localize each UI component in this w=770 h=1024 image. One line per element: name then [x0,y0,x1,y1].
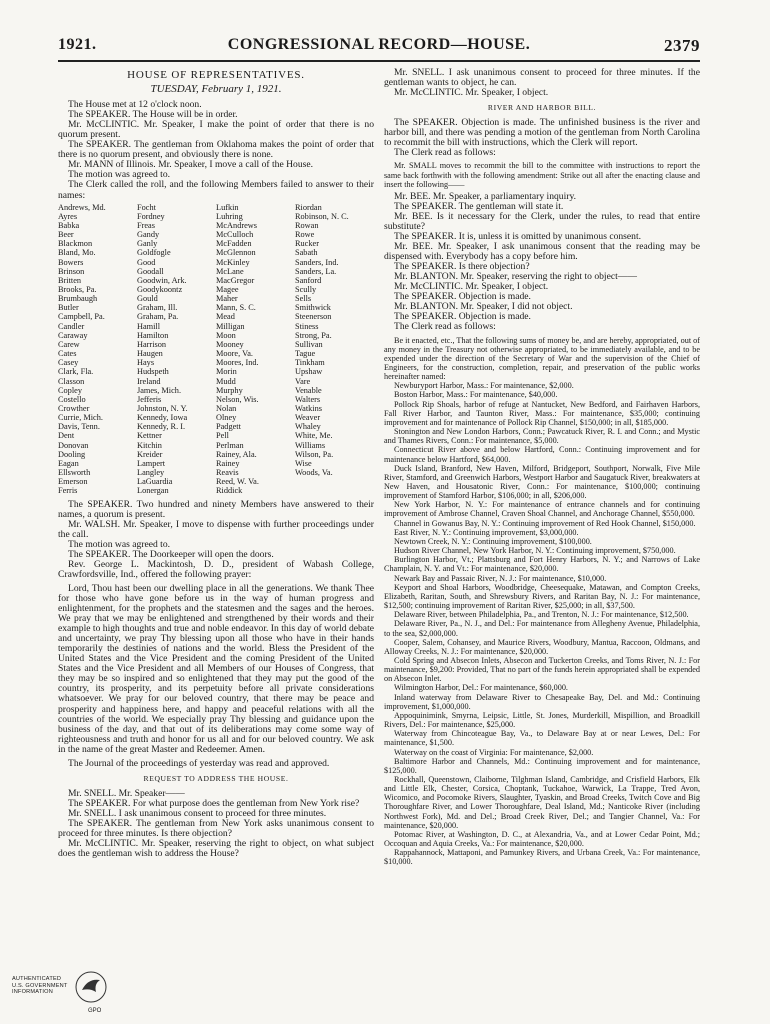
member-name: Rowe [295,230,315,240]
paragraph: The SPEAKER. Is there objection? [394,261,530,273]
member-name: Woods, Va. [295,468,333,478]
member-name: McAndrews [216,220,258,230]
member-name: Cates [58,349,77,359]
member-name: Goldfogle [137,248,171,258]
member-name: Sullivan [295,339,323,349]
member-name: Goodwin, Ark. [137,275,187,285]
member-name: Olney [216,413,237,423]
member-name: Stiness [295,321,319,331]
bill-item: Newburyport Harbor, Mass.: For maintenance, $2,000. [394,381,574,391]
paragraph: The Journal of the proceedings of yesterday was read and approved. [68,757,330,769]
bill-item: Pollock Rip Shoals, harbor of refuge at Nantucket, New Bedford, and Fairhaven Harbors, Fall River Harbor, and Taunton River, Mass.: For maintenance, $35,000; continuing improvement and for maintenance of Pollock Rip Channel, $150,000; in all, $185,000. [384,399,700,427]
member-name: Good [137,257,156,267]
member-name: Emerson [58,477,88,487]
bill-item: East River, N. Y.: Continuing improvement, $3,000,000. [394,527,579,537]
member-name: Ferris [58,486,78,496]
bill-item: Rappahannock, Mattaponi, and Pamunkey Rivers, and Urbana Creek, Va.: For maintenance, $10,000. [384,848,700,867]
member-name: Bland, Mo. [58,248,96,258]
member-name: Kitchin [137,440,162,450]
bill-item: Newtown Creek, N. Y.: Continuing improvement, $100,000. [394,536,592,546]
paragraph: Mr. McCLINTIC. Mr. Speaker, I object. [394,87,549,99]
member-name: Maher [216,294,238,304]
member-name: Harrison [137,339,167,349]
member-name: Sanford [295,275,322,285]
member-name: Gould [137,294,158,304]
member-name: Butler [58,303,79,313]
bill-item: New York Harbor, N. Y.: For maintenance of entrance channels and for continuing improvement of Ambrose Channel, Craven Shoal Channel, and Anchorage Channel, $550,000. [384,500,700,519]
member-name: Weaver [295,413,321,423]
after-roll-proceedings [58,500,374,769]
paragraph: The SPEAKER. The gentleman from Oklahoma makes the point of order that there is no quorum present, and obviously there is none. [58,139,374,161]
roll-column [295,203,374,496]
member-name: Sanders, La. [295,266,337,276]
paragraph: The SPEAKER. The Doorkeeper will open the doors. [68,548,274,560]
paragraph: Mr. SNELL. Mr. Speaker—— [68,787,185,799]
member-name: Sells [295,294,312,304]
member-name: Magee [216,284,239,294]
prayer-text: Lord, Thou hast been our dwelling place in all the generations. We thank Thee for those who have gone before us in the way of human progress and enlightenment, for the prophets and the statesmen and the sages and the heroes. We pray that we may be enlightened and strengthened by their words and their example to high thoughts and true and noble endeavor. In this day of world debate and uncertainty, we pray Thy blessing upon all those who have in their hands temporarily the destinies of nations and the world. Bless the President of the United States and the Vice President and the coming President of the United States and the Vice President and all Members of our Houses of Congress, that they may be so inspired and so enlightened that they may put the good of the country, its prosperity, and its perpetuity before all private considerations whatsoever. We pray for our beloved country, that there may be peace and prosperity and happiness here, and happy and peaceful relations with all the countries of the world. We especially pray Thy blessing and guidance upon the business of the day, and that out of its deliberations may come some way of righteousness and truth and honor for us all and for our beloved country. We ask in the name of the great Master and Redeemer. Amen. [58,582,374,755]
bill-item: Duck Island, Branford, New Haven, Milford, Bridgeport, Southport, Norwalk, Five Mile River, Stamford, and Greenwich Harbors, Westport Harbor and Saugatuck River, breakwaters at New Haven, and Housatonic River, Conn.: For maintenance, $100,000; continuing improvement of Stamford Harbor, $106,000; in all, $206,000. [384,463,700,501]
paragraph: Mr. WALSH. Mr. Speaker, I move to dispense with further proceedings under the call. [58,518,374,540]
member-name: Mann, S. C. [216,303,256,313]
member-name: Reavis [216,468,239,478]
paragraph: Mr. BEE. Is it necessary for the Clerk, under the rules, to read that entire substitute? [384,210,700,232]
member-name: Nelson, Wis. [216,394,259,404]
session-date: TUESDAY, February 1, 1921. [150,83,282,96]
member-name: Mead [216,312,235,322]
member-name: Classon [58,376,85,386]
bill-item: Stonington and New London Harbors, Conn.; Pawcatuck River, R. I. and Conn.; and Mystic and Thames Rivers, Conn.: For maintenance, $5,000. [384,427,700,446]
member-name: Hudspeth [137,367,169,377]
request-proceedings [58,789,374,859]
member-name: Freas [137,220,155,230]
paragraph: Rev. George L. Mackintosh, D. D., president of Wabash College, Crawfordsville, Ind., offered the following prayer: [58,558,374,580]
motion-text: Mr. SMALL moves to recommit the bill to the committee with instructions to report the same back forthwith with the following amendment: Strike out all after the enacting clause and insert the following—— [384,161,700,189]
member-name: Riddick [216,486,243,496]
paragraph: Mr. McCLINTIC. Mr. Speaker, reserving the right to object, on what subject does the gentleman wish to address the House? [58,838,374,860]
bill-item: Cooper, Salem, Cohansey, and Maurice Rivers, Woodbury, Mantua, Raccoon, Oldmans, and Alloway Creeks, N. J.: For maintenance, $20,000. [384,637,700,656]
member-name: Whaley [295,422,321,432]
member-name: Eagan [58,458,79,468]
roll-column [58,203,137,496]
bill-item: Cold Spring and Absecon Inlets, Absecon and Tuckerton Creeks, and Toms River, N. J.: For maintenance, $9,200: Provided, That no part of the funds herein appropriated shall be expended on Absecon Inlet. [384,655,700,684]
member-name: Perlman [216,440,244,450]
paragraph: Mr. McCLINTIC. Mr. Speaker, I make the point of order that there is no quorum present. [58,119,374,141]
member-name: Andrews, Md. [58,202,106,212]
bill-item: Delaware River, between Philadelphia, Pa., and Trenton, N. J.: For maintenance, $12,500. [394,610,689,620]
member-name: Kennedy, R. I. [137,422,186,432]
gpo-label: GPO [88,1008,102,1014]
member-name: Ellsworth [58,468,91,478]
paragraph: The Clerk read as follows: [394,147,496,159]
bill-item: Rockhall, Queenstown, Claiborne, Tilghman Island, Cambridge, and Crisfield Harbors, Elk and Little Elk, Chester, Corsica, Choptank, Tuckahoe, Warwick, La Trappe, Tred Avon, Wicomico, and Pocomoke Rivers, Slaughter, Tyaskin, and Broad Creeks, Twitch Cove and Big Thoroughfare River, and Lower Thoroughfare, Deal Island, Md.; Nanticoke River (including Northwest Fork), Md. and Del.; Broad Creek River, Del.; and Tangier Channel, Va.: For maintenance, $20,000. [384,775,700,830]
member-name: Britten [58,275,82,285]
paragraph: The Clerk read as follows: [394,321,496,333]
member-name: McGlennon [216,248,256,258]
member-name: Bowers [58,257,84,267]
member-name: LaGuardia [137,477,173,487]
member-name: Mudd [216,376,236,386]
member-name: Carew [58,339,80,349]
paragraph: The House met at 12 o'clock noon. [68,99,202,111]
member-name: Caraway [58,330,88,340]
member-name: Lampert [137,458,166,468]
member-name: Haugen [137,349,163,359]
bill-item: Connecticut River above and below Hartford, Conn.: Continuing improvement and for maintenance below Hartford, $64,000. [384,445,700,464]
member-name: Hays [137,358,155,368]
bill-item: Newark Bay and Passaic River, N. J.: For maintenance, $10,000. [394,573,607,583]
member-name: Brumbaugh [58,294,98,304]
member-name: Graham, Ill. [137,303,178,313]
member-name: Tague [295,349,316,359]
member-name: Currie, Mich. [58,413,103,423]
member-name: Candler [58,321,85,331]
member-name: McCulloch [216,230,254,240]
member-name: Sabath [295,248,318,258]
opening-proceedings [58,100,374,200]
bill-item: Baltimore Harbor and Channels, Md.: Continuing improvement and for maintenance, $125,000. [384,756,700,775]
paragraph: The motion was agreed to. [68,169,171,181]
member-name: Langley [137,468,165,478]
member-name: Goodykoontz [137,284,183,294]
member-name: Scully [295,284,317,294]
member-name: Robinson, N. C. [295,211,349,221]
section-heading: HOUSE OF REPRESENTATIVES. [127,69,305,81]
member-name: McFadden [216,239,252,249]
member-name: Moores, Ind. [216,358,259,368]
member-name: MacGregor [216,275,255,285]
member-name: Brinson [58,266,85,276]
eagle-seal-icon [74,970,108,1008]
member-name: Campbell, Pa. [58,312,105,322]
paragraph: The SPEAKER. The House will be in order. [68,109,238,121]
member-name: Vare [295,376,311,386]
bill-item: Channel in Gowanus Bay, N. Y.: Continuing improvement of Red Hook Channel, $150,000. [394,518,696,528]
member-name: Padgett [216,422,241,432]
member-name: Upshaw [295,367,323,377]
paragraph: Mr. BLANTON. Mr. Speaker, I did not object. [394,301,573,313]
bill-item: Waterway on the coast of Virginia: For maintenance, $2,000. [394,747,594,757]
member-name: Lufkin [216,202,239,212]
member-name: Rainey, Ala. [216,449,257,459]
member-name: Rucker [295,239,319,249]
header-year: 1921. [58,36,97,53]
seal-text: AUTHENTICATED U.S. GOVERNMENT INFORMATION [12,976,68,996]
member-name: Watkins [295,404,322,413]
member-name: Tinkham [295,358,325,368]
bill-item: Be it enacted, etc., That the following sums of money be, and are hereby, appropriated, out of any money in the Treasury not otherwise appropriated, to be immediately available, and to be expended under the direction of the Secretary of War and the supervision of the Chief of Engineers, for the construction, completion, repair, and preservation of the public works hereinafter named: [384,335,700,382]
bill-text [384,336,700,867]
member-name: Smithwick [295,303,331,313]
member-name: Donovan [58,440,89,450]
paragraph: The SPEAKER. It is, unless it is omitted by unanimous consent. [394,231,642,243]
member-name: Rainey [216,458,240,468]
member-name: Hamill [137,321,161,331]
member-name: Davis, Tenn. [58,422,100,432]
member-name: Jefferis [137,394,162,404]
roll-call-list [58,203,374,496]
member-name: Wise [295,458,312,468]
gpo-authentication-seal [12,970,112,1018]
subheading-river-harbor: RIVER AND HARBOR BILL. [487,103,597,113]
member-name: Ganly [137,239,158,249]
left-column [58,68,374,859]
member-name: Mooney [216,339,244,349]
paragraph: Mr. BEE. Mr. Speaker, I ask unanimous consent that the reading may be dispensed with. Everybody has a copy before him. [384,241,700,263]
member-name: Walters [295,394,321,404]
member-name: Goodall [137,266,164,276]
member-name: Brooks, Pa. [58,284,97,294]
member-name: Gandy [137,230,160,240]
member-name: Ireland [137,376,161,386]
bill-item: Boston Harbor, Mass.: For maintenance, $40,000. [394,390,558,400]
member-name: Morin [216,367,237,377]
member-name: Clark, Fla. [58,367,94,377]
member-name: McKinley [216,257,250,267]
member-name: Wilson, Pa. [295,449,334,459]
member-name: Rowan [295,220,319,230]
member-name: Beer [58,230,74,240]
bill-item: Keyport and Shoal Harbors, Woodbridge, Cheesequake, Matawan, and Compton Creeks, Elizabeth, Raritan, South, and Shrewsbury Rivers, and Raritan Bay, N. J.: For maintenance, $12,500; continuing improvement of Raritan River, $25,000; in all, $37,500. [384,582,700,611]
member-name: White, Me. [295,431,333,441]
bill-item: Appoquinimink, Smyrna, Leipsic, Little, St. Jones, Murderkill, Mispillion, and Broadkill Rivers, Del.: For maintenance, $25,000. [384,710,700,730]
member-name: Babka [58,220,80,230]
member-name: Steenerson [295,312,332,322]
motion-text-block [384,161,700,188]
member-name: Casey [58,358,79,368]
bill-item: Delaware River, Pa., N. J., and Del.: For maintenance from Allegheny Avenue, Philadelphia, to the sea, $2,000,000. [384,619,700,638]
paragraph: Mr. McCLINTIC. Mr. Speaker, I object. [394,281,549,293]
member-name: Williams [295,440,326,450]
subheading-request: REQUEST TO ADDRESS THE HOUSE. [143,773,289,783]
paragraph: The SPEAKER. The gentleman from New York asks unanimous consent to proceed for three minutes. Is there objection? [58,817,374,840]
member-name: Kennedy, Iowa [137,413,188,423]
paragraph: The SPEAKER. Objection is made. The unfinished business is the river and harbor bill, and there was pending a motion of the gentleman from North Carolina to recommit the bill with instructions, which the Clerk will report. [384,117,700,149]
paragraph: Mr. SNELL. I ask unanimous consent to proceed for three minutes. [68,807,327,819]
member-name: Milligan [216,321,245,331]
paragraph: Mr. BLANTON. Mr. Speaker, reserving the right to object—— [394,271,637,283]
member-name: James, Mich. [137,385,182,395]
member-name: McLane [216,266,244,276]
member-name: Venable [295,385,322,395]
paragraph: The SPEAKER. Objection is made. [394,291,531,303]
paragraph: The Clerk called the roll, and the following Members failed to answer to their names: [58,179,374,201]
bill-item: Burlington Harbor, Vt.; Plattsburg and Fort Henry Harbors, N. Y.; and Narrows of Lake Champlain, N. Y. and Vt.: For maintenance, $20,000. [384,555,700,574]
member-name: Dooling [58,449,86,459]
header-title: CONGRESSIONAL RECORD—HOUSE. [227,36,531,53]
roll-column [216,203,295,496]
header-page-number: 2379 [664,36,700,55]
paragraph: Mr. BEE. Mr. Speaker, a parliamentary inquiry. [394,190,577,202]
paragraph: The SPEAKER. For what purpose does the gentleman from New York rise? [68,797,360,809]
member-name: Riordan [295,202,322,212]
running-header [58,36,700,58]
roll-column [137,203,216,496]
member-name: Crowther [58,404,90,413]
member-name: Moon [216,330,236,340]
member-name: Kettner [137,431,162,441]
paragraph: The SPEAKER. Two hundred and ninety Members have answered to their names, a quorum is present. [58,498,374,520]
paragraph: Mr. SNELL. I ask unanimous consent to proceed for three minutes. If the gentleman wants to object, he can. [384,67,700,89]
member-name: Costello [58,394,86,404]
member-name: Murphy [216,385,243,395]
member-name: Focht [137,202,156,212]
bill-item: Waterway from Chincoteague Bay, Va., to Delaware Bay at or near Lewes, Del.: For maintenance, $1,500. [384,729,700,748]
member-name: Johnston, N. Y. [137,404,188,413]
member-name: Fordney [137,211,165,221]
member-name: Reed, W. Va. [216,477,259,487]
member-name: Pell [216,431,229,441]
member-name: Hamilton [137,330,169,340]
member-name: Luhring [216,211,243,221]
member-name: Graham, Pa. [137,312,179,322]
bill-item: Inland waterway from Delaware River to Chesapeake Bay, Del. and Md.: Continuing improvement, $1,000,000. [384,692,700,711]
member-name: Moore, Va. [216,349,253,359]
member-name: Blackmon [58,239,93,249]
member-name: Strong, Pa. [295,330,332,340]
member-name: Lonergan [137,486,169,496]
member-name: Ayres [58,211,78,221]
paragraph: The motion was agreed to. [68,538,171,550]
header-rule [58,60,700,62]
bill-item: Potomac River, at Washington, D. C., at Alexandria, Va., and at Lower Cedar Point, Md.; Occoquan and Aquia Creeks, Va.: For maintenance, $20,000. [384,829,700,849]
member-name: Copley [58,385,82,395]
right-column [384,68,700,867]
paragraph: The SPEAKER. The gentleman will state it. [394,200,564,212]
bill-item: Hudson River Channel, New York Harbor, N. Y.: Continuing improvement, $750,000. [394,546,676,556]
paragraph: Mr. MANN of Illinois. Mr. Speaker, I move a call of the House. [68,159,314,171]
member-name: Sanders, Ind. [295,257,339,267]
member-name: Kreider [137,449,163,459]
member-name: Nolan [216,404,237,413]
bill-item: Wilmington Harbor, Del.: For maintenance, $60,000. [394,683,568,693]
member-name: Dent [58,431,75,441]
paragraph: The SPEAKER. Objection is made. [394,311,531,323]
